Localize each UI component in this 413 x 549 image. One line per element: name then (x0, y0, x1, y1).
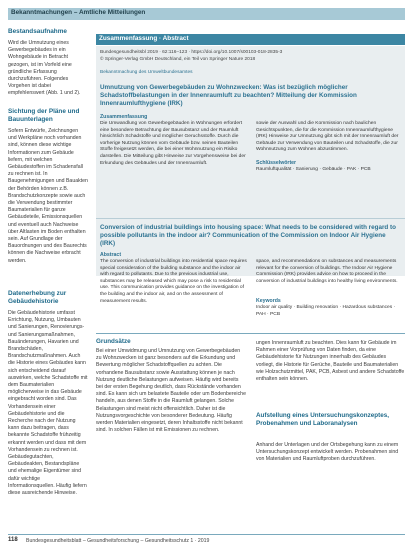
summary-box-title: Zusammenfassung · Abstract (99, 35, 189, 42)
footer-rule (8, 534, 405, 535)
left-column (8, 24, 88, 532)
page-footer (8, 537, 405, 547)
left-paragraph-2 (8, 128, 88, 265)
left-paragraph-1-text: Wird die Umnutzung eines Gewerbegebäudes in ein Wohngebäude in Betracht gezogen, ist im Vorfeld eine gründliche Erfassung durchzuführen. Folgendes Vorgehen ist dabei empfehlenswert (Abb. 1 und 2). (8, 40, 81, 97)
left-heading-2: Sichtung der Pläne und Bauunterlagen (8, 108, 80, 123)
left-paragraph-3 (8, 310, 88, 497)
left-paragraph-2-text: Sofern Entwürfe, Zeichnungen und Werkpläne noch vorhanden sind, können diese wichtige Informationen zum Gebäude liefern, mit welchen Gebäudestoffen im Schadensfall zu rechnen ist. In Baugenehmigungen und Bauakten der Behörden können z.B. Brandschutzkonzepte sowie auch die Verwendung bestimmter Baumaterialien für ganze Gebäudeteile, Emissionsquellen und eventuell auch Nachweise über Altlasten im Boden enthalten sein. Auf Grundlage der Bauordnungen und des Baurechts können die Nachweise erbracht werden. (8, 128, 88, 264)
german-title: Umnutzung von Gewerbegebäuden zu Wohnzwecken: Was ist bezüglich möglicher Schadstoffbelastungen in der Innenraumluft zu beachten? Mitteilung der Kommission Innenraumlufthygiene (IRK) (100, 84, 357, 107)
left-paragraph-3-text: Die Gebäudehistorie umfasst Errichtung, Nutzung, Umbauten und Sanierungen, Renovierungs- und Sanierungsmaßnahmen, Bauänderungen, Havarien und Brandschäden, Brandschutzmaßnahmen. Auch die Historie eines Gebäudes kann sich entscheidend darauf auswirken, welche Schadstoffe mit dem Baumaterialien möglicherweise in das Gebäude eingebracht worden sind. Das Vorhandensein einer Gebäudehistorie und die Recherche nach der Nutzung kann dazu beitragen, dass bekannte Schadstoffe frühzeitig erkannt werden und dass mit dem Vorhandensein zu rechnen ist. Gebäudegutachten, Gebäudeakten, Bestandspläne und ehemalige Eigentümer sind dafür wichtige Informationsquellen. Häufig liefern diese ausreichende Hinweise. (8, 310, 88, 497)
body-heading-untersuchungskonzept: Aufstellung eines Untersuchungskonzeptes, Probenahmen und Laboranalysen (256, 412, 389, 427)
heading-bestandsaufnahme (8, 28, 88, 36)
section-header-band (8, 8, 405, 20)
german-keywords-heading: Schlüsselwörter (256, 160, 297, 166)
journal-source: Bundesgesundheitsblatt – Gesundheitsforschung – Gesundheitsschutz 1 · 2019 (26, 538, 210, 544)
left-paragraph-1 (8, 40, 88, 98)
english-title: Conversion of industrial buildings into housing space: What needs to be considered with regard to possible pollutants in the indoor air? Communication of the Commission on Indoor Air Hygiene (IRK) (100, 224, 396, 247)
german-keywords: Raumluftqualität · Sanierung · Gebäude · PAK · PCB (256, 167, 371, 172)
citation-line: Bundesgesundheitsbl 2019 · 62:116–123 · https://doi.org/10.1007/s00103-018-2835-3 (100, 50, 283, 55)
summary-bottom-rule (96, 333, 405, 334)
english-abstract-left: The conversion of industrial buildings into residential space requires special consideration of the building substance and the indoor air with regard to pollutants. Due to the previous industrial use, substances may be released which may pose a risk to residential use. This communication provides guidance on the investigation of the building and the indoor air, and on the assessment of measurement results. (100, 259, 247, 304)
english-keywords-heading: Keywords (256, 298, 281, 304)
section-header-title: Bekanntmachungen – Amtliche Mitteilungen (11, 9, 146, 16)
heading-sichtung (8, 108, 88, 124)
english-abstract-right: space, and recommendations on substances and measurements relevant for the conversion of buildings. The Indoor Air Hygiene Commission (IRK) provides advice on how to proceed in the conversion of industrial buildings into healthy living environments. (256, 259, 398, 284)
heading-gebaeudehistorie (8, 290, 88, 306)
german-abstract-heading: Zusammenfassung (100, 114, 148, 120)
summary-divider (96, 218, 405, 219)
left-heading-3: Datenerhebung zur Gebäudehistorie (8, 290, 67, 305)
announcement-line: Bekanntmachung des Umweltbundesamtes (100, 70, 193, 75)
german-abstract-right: sowie der Auswahl und die Kommission nach baulichen Gesichtspunkten, die für die Kommission Innenraumlufthygiene (IRK) Hinweise zur Umnutzung gibt sich mit der Innenraumluft der Gebäude zur Verwendung von Bauteilen und Schadstoffe, die zur Wohnnutzung zum Wohnen abzustimmen. (256, 121, 399, 153)
english-abstract-heading: Abstract (100, 252, 122, 258)
german-abstract-left: Die Umwandlung von Gewerbegebäuden in Wohnungen erfordert eine besondere Betrachtung der Bausubstanz und der Raumluft hinsichtlich Schadstoffe und möglicher Geruchsstoffe. Durch die vorherige Nutzung können vom Gebäude bzw. seinen Bauteilen Stoffe freigesetzt werden, die bei einer Wohnnutzung ein Risiko darstellen. Die Mitteilung gibt Hinweise zur Vorgehensweise bei der Erkundung des Gebäudes und der Innenraumluft. (100, 121, 246, 166)
page-number: 118 (8, 537, 18, 543)
body-right-text-1: ungen Innenraumluft zu beachten. Dies kann für Gebäude im Rahmen einer Vorprüfung von Daten finden, da eine Gebäudehistorie für Nutzungen innerhalb des Gebäudes vorliegt, die Historie für Gerüche, Bauteile und Baumaterialien wie Holzschutzmittel, PAK, PCB, Asbest und andere Schadstoffe enthalten sein können. (256, 340, 405, 383)
body-right-text-2: Anhand der Unterlagen und der Ortsbegehung kann zu einem Untersuchungskonzept entwickelt werden. Probenahmen sind von Materialien und Raumluftproben durchzuführen. (256, 442, 399, 463)
summary-box-header (96, 34, 405, 45)
english-keywords: Indoor air quality · Building renovation · Hazardous substances · PAH · PCB (256, 305, 396, 317)
copyright-line: © Springer-Verlag GmbH Deutschland, ein Teil von Springer Nature 2018 (100, 57, 256, 62)
body-left-text: Bei einer Umwidmung und Umnutzung von Gewerbegebäuden zu Wohnzwecken ist ganz besonders auf die Erkundung und Bewertung möglicher Schadstoffquellen zu achten. Die vorhandene Bausubstanz sowie Ausstattung können je nach Nutzung deutliche Belastungen aufweisen. Häufig wird bereits bei der ersten Begehung deutlich, dass Rückstände vorhanden sind. Es kann sich um belastete Bauteile oder um Bodenbereiche handeln, aus denen Stoffe in die Raumluft gelangen. Solche Belastungen sind meist nicht offensichtlich. Daher ist die Nutzungsvorgeschichte von besonderer Bedeutung. Häufig werden Materialien eingesetzt, deren Inhaltsstoffe nicht bekannt sind. In solchen Fällen ist mit Emissionen zu rechnen. (96, 348, 246, 434)
left-heading-1: Bestandsaufnahme (8, 28, 67, 35)
body-heading-grundsaetze: Grundsätze (96, 338, 131, 345)
